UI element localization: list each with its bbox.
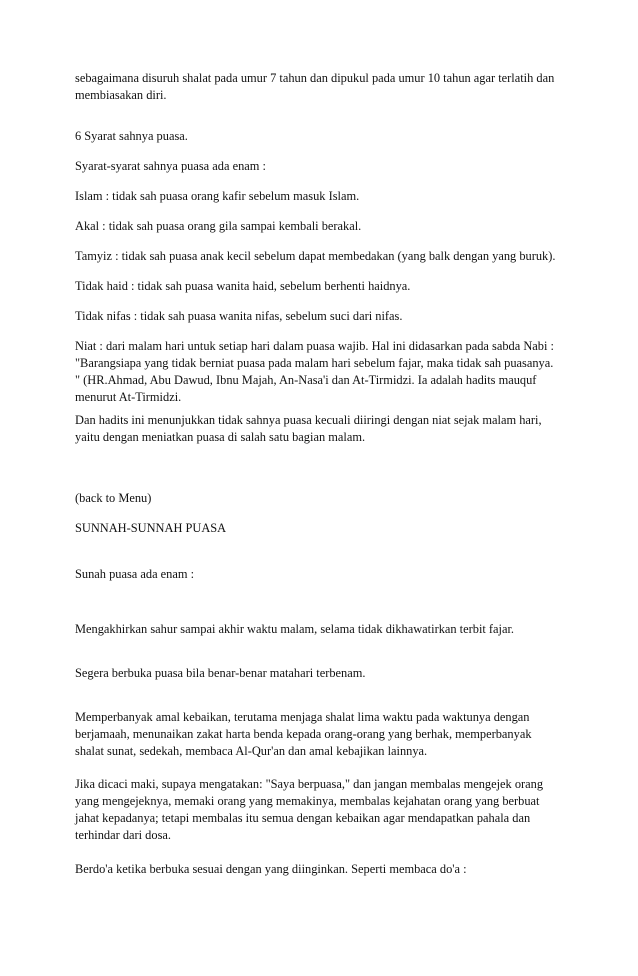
- text-line: Tidak haid : tidak sah puasa wanita haid, sebelum berhenti haidnya.: [75, 279, 411, 293]
- text-line: shalat sunat, sedekah, membaca Al-Qur'an dan amal kebajikan lainnya.: [75, 744, 428, 758]
- text-line: Jika dicaci maki, supaya mengatakan: "Saya berpuasa," dan jangan membalas mengejek orang: [75, 777, 544, 791]
- text-line: berjamaah, menunaikan zakat harta benda kepada orang-orang yang berhak, memperbanyak: [75, 727, 532, 741]
- text-line: Akal : tidak sah puasa orang gila sampai kembali berakal.: [75, 219, 362, 233]
- paragraph-sunah-intro: [75, 566, 575, 583]
- paragraph-sahur: [75, 621, 575, 638]
- text-line: menurut At-Tirmidzi.: [75, 390, 182, 404]
- text-line: Segera berbuka puasa bila benar-benar matahari terbenam.: [75, 666, 366, 680]
- text-line: jahat kepadanya; tetapi membalas itu semua dengan kebaikan agar mendapatkan pahala dan: [75, 811, 531, 825]
- text-line: Tidak nifas : tidak sah puasa wanita nifas, sebelum suci dari nifas.: [75, 309, 403, 323]
- text-line: Syarat-syarat sahnya puasa ada enam :: [75, 159, 266, 173]
- paragraph-amal-kebaikan: [75, 709, 575, 760]
- paragraph-akal: [75, 218, 575, 235]
- paragraph-berdoa: [75, 861, 575, 878]
- text-line: Islam : tidak sah puasa orang kafir sebelum masuk Islam.: [75, 189, 360, 203]
- text-line: (back to Menu): [75, 491, 152, 505]
- paragraph-niat: [75, 338, 575, 406]
- section-heading-sunnah: [75, 520, 575, 537]
- paragraph-tidak-nifas: [75, 308, 575, 325]
- text-line: membiasakan diri.: [75, 88, 167, 102]
- paragraph-tidak-haid: [75, 278, 575, 295]
- text-line: yaitu dengan meniatkan puasa di salah satu bagian malam.: [75, 430, 366, 444]
- text-line: Mengakhirkan sahur sampai akhir waktu malam, selama tidak dikhawatirkan terbit fajar.: [75, 622, 515, 636]
- text-line: Sunah puasa ada enam :: [75, 567, 195, 581]
- paragraph-tamyiz: [75, 248, 575, 265]
- paragraph-syarat-intro: [75, 158, 575, 175]
- text-line: terhindar dari dosa.: [75, 828, 171, 842]
- text-line: Memperbanyak amal kebaikan, terutama menjaga shalat lima waktu pada waktunya dengan: [75, 710, 530, 724]
- paragraph-hadits: [75, 412, 575, 446]
- text-line: "Barangsiapa yang tidak berniat puasa pada malam hari sebelum fajar, maka tidak sah puasanya.: [75, 356, 554, 370]
- text-line: " (HR.Ahmad, Abu Dawud, Ibnu Majah, An-Nasa'i dan At-Tirmidzi. Ia adalah hadits mauquf: [75, 373, 537, 387]
- text-line: 6 Syarat sahnya puasa.: [75, 129, 188, 143]
- paragraph-islam: [75, 188, 575, 205]
- text-line: SUNNAH-SUNNAH PUASA: [75, 521, 227, 535]
- paragraph-intro: [75, 70, 575, 104]
- paragraph-berbuka: [75, 665, 575, 682]
- text-line: Dan hadits ini menunjukkan tidak sahnya puasa kecuali diiringi dengan niat sejak malam hari,: [75, 413, 542, 427]
- section-heading-syarat: [75, 128, 575, 145]
- paragraph-dicaci-maki: [75, 776, 575, 844]
- text-line: sebagaimana disuruh shalat pada umur 7 tahun dan dipukul pada umur 10 tahun agar terlatih dan: [75, 71, 555, 85]
- text-line: Tamyiz : tidak sah puasa anak kecil sebelum dapat membedakan (yang balk dengan yang buruk).: [75, 249, 556, 263]
- text-line: Berdo'a ketika berbuka sesuai dengan yang diinginkan. Seperti membaca do'a :: [75, 862, 467, 876]
- text-line: yang mengejeknya, memaki orang yang memakinya, membalas kejahatan orang yang berbuat: [75, 794, 540, 808]
- text-line: Niat : dari malam hari untuk setiap hari dalam puasa wajib. Hal ini didasarkan pada sabda Nabi :: [75, 339, 554, 353]
- back-to-menu-link[interactable]: [75, 490, 575, 507]
